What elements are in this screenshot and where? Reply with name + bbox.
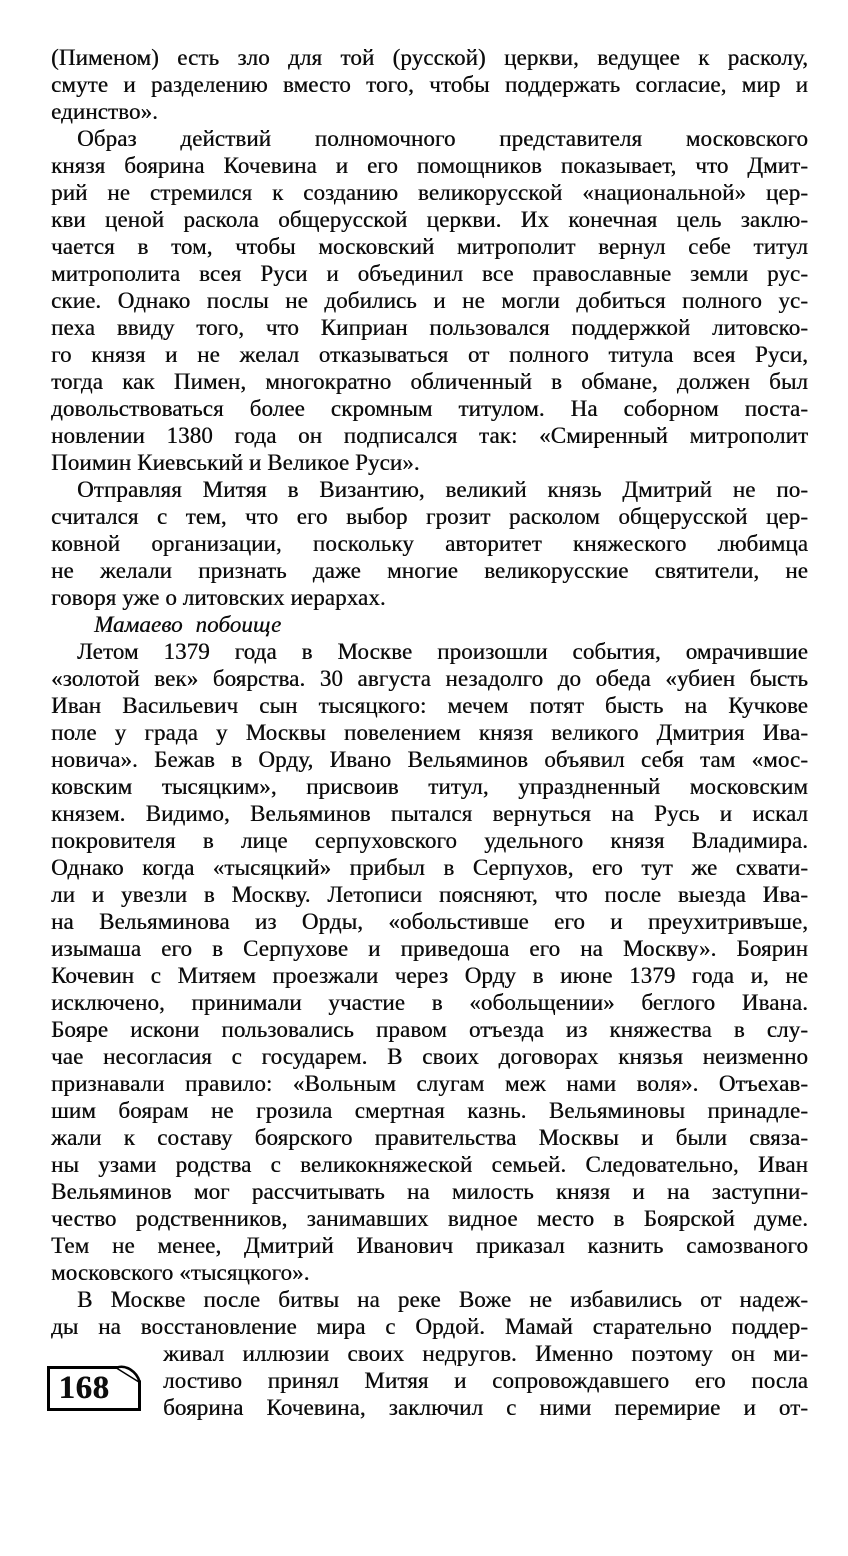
text-line: В Москве после битвы на реке Воже не избавились от надеж- xyxy=(77,1287,808,1312)
text-line: князя боярина Кочевина и его помощников показывает, что Дмит- xyxy=(51,153,808,178)
text-line: Кочевин с Митяем проезжали через Орду в июне 1379 года и, не xyxy=(51,963,808,988)
text-line: единство». xyxy=(51,99,158,124)
text-line: ковским тысяцким», присвоив титул, упраздненный московским xyxy=(51,774,808,799)
page-number: 168 xyxy=(58,1370,110,1406)
text-line: пеха ввиду того, что Киприан пользовался поддержкой литовско- xyxy=(51,315,808,340)
text-line: го князя и не желал отказываться от полного титула всея Руси, xyxy=(51,342,808,367)
text-line: ковной организации, поскольку авторитет княжеского любимца xyxy=(51,531,808,556)
text-line: рий не стремился к созданию великорусской «национальной» цер- xyxy=(51,180,808,205)
text-line: живал иллюзии своих недругов. Именно поэтому он ми- xyxy=(163,1341,808,1366)
text-line: кви ценой раскола общерусской церкви. Их конечная цель заклю- xyxy=(51,207,808,232)
text-line: говоря уже о литовских иерархах. xyxy=(51,585,386,610)
text-line: (Пименом) есть зло для той (русской) церкви, ведущее к расколу, xyxy=(51,45,808,70)
text-line: довольствоваться более скромным титулом. На соборном поста- xyxy=(51,396,808,421)
text-line: ны узами родства с великокняжеской семьей. Следовательно, Иван xyxy=(51,1152,808,1177)
text-line: тогда как Пимен, многократно обличенный в обмане, должен был xyxy=(51,369,808,394)
text-line: князем. Видимо, Вельяминов пытался вернуться на Русь и искал xyxy=(51,801,808,826)
text-line: Отправляя Митяя в Византию, великий князь Дмитрий не по- xyxy=(77,477,808,502)
text-line: ды на восстановление мира с Ордой. Мамай старательно поддер- xyxy=(51,1314,808,1339)
text-line: шим боярам не грозила смертная казнь. Вельяминовы принадле- xyxy=(51,1098,808,1123)
text-line: покровителя в лице серпуховского удельного князя Владимира. xyxy=(51,828,808,853)
text-line: лостиво принял Митяя и сопровождавшего его посла xyxy=(163,1368,808,1393)
text-line: смуте и разделению вместо того, чтобы поддержать согласие, мир и xyxy=(51,72,808,97)
text-line: Тем не менее, Дмитрий Иванович приказал казнить самозваного xyxy=(51,1233,808,1258)
text-line: Вельяминов мог рассчитывать на милость князя и на заступни- xyxy=(51,1179,808,1204)
text-line: Иван Васильевич сын тысяцкого: мечем потят бысть на Кучкове xyxy=(51,693,808,718)
text-line: Поимин Киевський и Великое Руси». xyxy=(51,450,420,475)
text-line: новлении 1380 года он подписался так: «Смиренный митрополит xyxy=(51,423,808,448)
text-line: поле у града у Москвы повелением князя великого Дмитрия Ива- xyxy=(51,720,808,745)
section-heading: Мамаево побоище xyxy=(94,612,282,637)
text-line: признавали правило: «Вольным слугам меж нами воля». Отъехав- xyxy=(51,1071,808,1096)
text-line: ли и увезли в Москву. Летописи поясняют, что после выезда Ива- xyxy=(51,882,808,907)
text-line: чается в том, чтобы московский митрополит вернул себе титул xyxy=(51,234,808,259)
text-line: на Вельяминова из Орды, «обольстивше его и преухитривъше, xyxy=(51,909,808,934)
text-line: Бояре искони пользовались правом отъезда из княжества в слу- xyxy=(51,1017,808,1042)
text-line: Однако когда «тысяцкий» прибыл в Серпухов, его тут же схвати- xyxy=(51,855,808,880)
text-line: московского «тысяцкого». xyxy=(51,1260,310,1285)
text-line: ские. Однако послы не добились и не могли добиться полного ус- xyxy=(51,288,808,313)
text-line: чае несогласия с государем. В своих договорах князья неизменно xyxy=(51,1044,808,1069)
text-line: не желали признать даже многие великорусские святители, не xyxy=(51,558,808,583)
text-line: исключено, принимали участие в «обольщении» беглого Ивана. xyxy=(51,990,808,1015)
text-line: жали к составу боярского правительства Москвы и были связа- xyxy=(51,1125,808,1150)
text-line: Образ действий полномочного представителя московского xyxy=(77,126,808,151)
text-line: считался с тем, что его выбор грозит расколом общерусской цер- xyxy=(51,504,808,529)
text-line: Летом 1379 года в Москве произошли события, омрачившие xyxy=(77,639,808,664)
page-number-badge xyxy=(46,1365,142,1412)
text-line: изымаша его в Серпухове и приведоша его на Москву». Боярин xyxy=(51,936,808,961)
text-line: новича». Бежав в Орду, Ивано Вельяминов объявил себя там «мос- xyxy=(51,747,808,772)
text-line: митрополита всея Руси и объединил все православные земли рус- xyxy=(51,261,808,286)
text-line: «золотой век» боярства. 30 августа незадолго до обеда «убиен бысть xyxy=(51,666,808,691)
text-line: боярина Кочевина, заключил с ними перемирие и от- xyxy=(163,1395,808,1420)
text-block xyxy=(51,44,808,1421)
text-line: чество родственников, занимавших видное место в Боярской думе. xyxy=(51,1206,808,1231)
